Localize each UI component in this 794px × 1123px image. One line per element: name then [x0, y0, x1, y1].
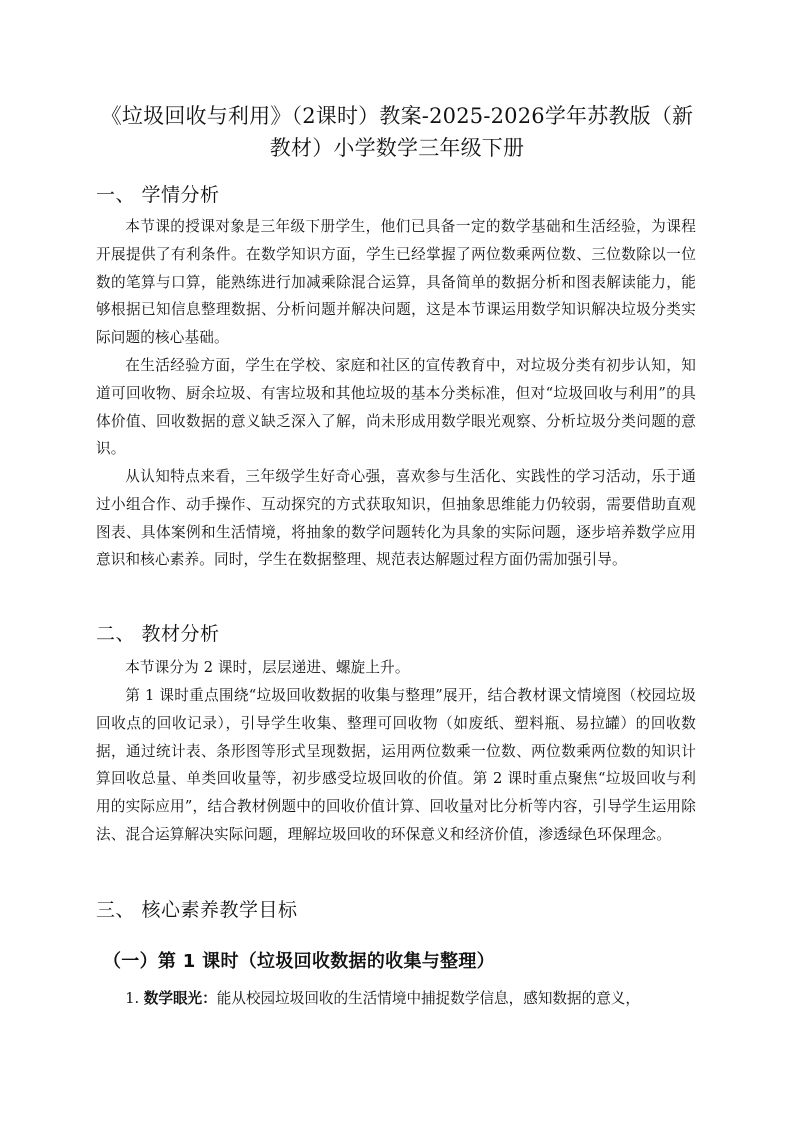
item-label: 数学眼光： — [143, 990, 217, 1007]
section-heading-teaching-objectives: 三、 核心素养教学目标 — [96, 899, 298, 921]
item-text: 能从校园垃圾回收的生活情境中捕捉数学信息，感知数据的意义， — [216, 990, 640, 1007]
paragraph: 第 1 课时重点围绕“垃圾回收数据的收集与整理”展开，结合教材课文情境图（校园垃圾回收点的回收记录），引导学生收集、整理可回收物（如废纸、塑料瓶、易拉罐）的回收数据，通过统计表、条形图等形式呈现数据，运用两位数乘一位数、两位数乘两位数的知识计算回收总量、单类回收量等，初步感受垃圾回收的价值。第 2 课时重点聚焦“垃圾回收与利用的实际应用”，结合教材例题中的回收价值计算、回收量对比分析等内容，引导学生运用除法、混合运算解决实际问题，理解垃圾回收的环保意义和经济价值，渗透绿色环保理念。 — [96, 687, 696, 843]
paragraph: 本节课的授课对象是三年级下册学生，他们已具备一定的数学基础和生活经验，为课程开展提供了有利条件。在数学知识方面，学生已经掌握了两位数乘两位数、三位数除以一位数的笔算与口算，能熟练进行加减乘除混合运算，具备简单的数据分析和图表解读能力，能够根据已知信息整理数据、分析问题并解决问题，这是本节课运用数学知识解决垃圾分类实际问题的核心基础。 — [96, 218, 696, 347]
paragraph: 本节课分为 2 课时，层层递进、螺旋上升。 — [125, 659, 410, 676]
document-title: 《垃圾回收与利用》（2课时）教案-2025-2026学年苏教版（新教材）小学数学三年级下册 — [100, 104, 694, 160]
paragraph: 从认知特点来看，三年级学生好奇心强，喜欢参与生活化、实践性的学习活动，乐于通过小组合作、动手操作、互动探究的方式获取知识，但抽象思维能力仍较弱，需要借助直观图表、具体案例和生活情境，将抽象的数学问题转化为具象的实际问题，逐步培养数学应用意识和核心素养。同时，学生在数据整理、规范表达解题过程方面仍需加强引导。 — [96, 468, 696, 569]
section-heading-textbook-analysis: 二、 教材分析 — [96, 623, 220, 645]
item-number: 1. — [125, 990, 144, 1007]
subsection-heading-lesson-1: （一）第 1 课时（垃圾回收数据的收集与整理） — [103, 951, 495, 972]
section-heading-learner-analysis: 一、 学情分析 — [96, 184, 220, 206]
objective-item — [96, 985, 696, 1013]
paragraph: 在生活经验方面，学生在学校、家庭和社区的宣传教育中，对垃圾分类有初步认知，知道可回收物、厨余垃圾、有害垃圾和其他垃圾的基本分类标准，但对“垃圾回收与利用”的具体价值、回收数据的意义缺乏深入了解，尚未形成用数学眼光观察、分析垃圾分类问题的意识。 — [96, 357, 696, 458]
